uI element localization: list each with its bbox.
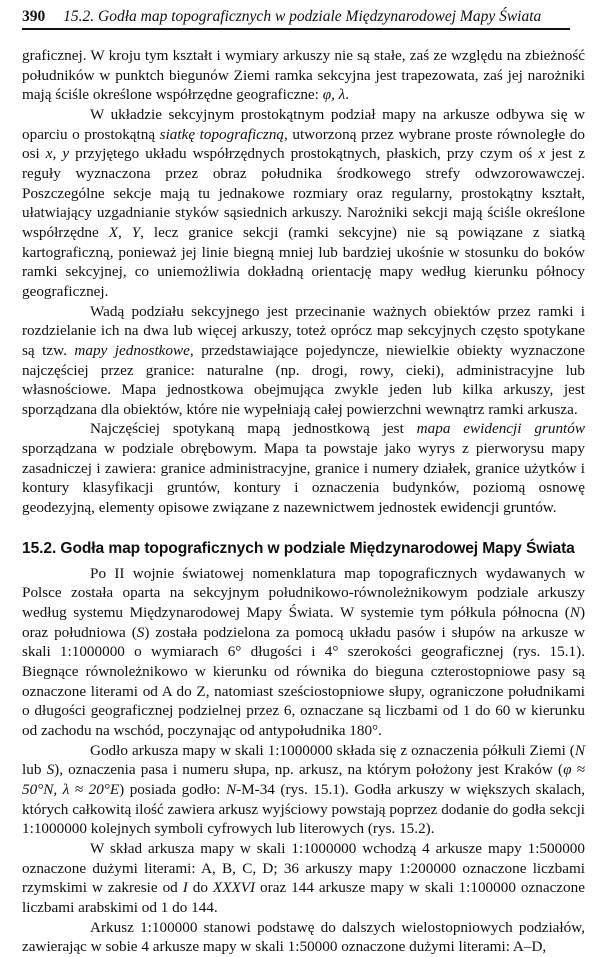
text-run: graficznej. W kroju tym kształt i wymiary arkuszy nie są stałe, zaś ze względu na zbieżność południków w punktch biegunów Ziemi ramka sekcyjna jest trapezowata, zaś jej narożniki mają ściśle określone współrzędne geograficzne:	[22, 47, 585, 104]
text-run: przyjętego układu współrzędnych prostokątnych, płaskich, przy czym oś	[69, 145, 539, 163]
text-run: Po II wojnie światowej nomenklatura map topograficznych wydawanych w Polsce została oparta na sekcyjnym południkowo-równoleżnikowym podziale arkuszy według systemu Międzynarodowej Mapy Świata. W systemie tym półkula północna (	[22, 564, 585, 622]
text-run: W skład arkusza mapy w skali 1:1000000 wchodzą 4 arkusze mapy 1:500000 oznaczone dużymi literami: A, B, C, D; 36 arkuszy mapy 1:200000 oznaczone liczbami rzymskimi w zakresie od	[22, 839, 585, 897]
text-run: ) oraz południowa (	[22, 604, 585, 641]
text-run: ) posiada godło:	[119, 780, 226, 798]
italic-text: N	[574, 741, 585, 759]
page-body	[22, 46, 585, 957]
running-header	[22, 8, 570, 30]
italic-text: X, Y	[108, 223, 141, 241]
italic-text: S	[136, 623, 145, 641]
text-run: ), oznaczenia pasa i numeru słupa, np. arkusz, na którym położony jest Kraków (	[54, 761, 564, 779]
paragraph	[22, 741, 585, 839]
text-run: ) została podzielona za pomocą układu pasów i słupów na arkusze w skali 1:1000000 o wymiarach 6° długości i 4° szerokości geograficznej (rys. 15.1). Biegnące równoleżnikowo w kierunku od równika do bieguna czterostopniowe pasy są oznaczone literami od A do Z, natomiast sześciostopniowe słupy, ograniczone południkami o długości geograficznej podzielnej przez 6, oznaczane są liczbami od 1 do 60 w kierunku od zachodu na wschód, poczynając od antypołudnika 180°.	[22, 623, 585, 739]
italic-text: φ ≈ 50°N, λ ≈ 20°E	[22, 761, 585, 798]
running-title: 15.2. Godła map topograficznych w podziale Międzynarodowej Mapy Świata	[63, 8, 542, 25]
page-number: 390	[22, 8, 46, 25]
text-run: lub	[22, 761, 47, 779]
paragraph	[22, 302, 585, 420]
italic-text: N	[225, 780, 237, 798]
text-run: , przedstawiające pojedyncze, niewielkie obiekty wyznaczone najczęściej przez granice: naturalne (np. drogi, rowy, cieki), administracyjne lub własnościowe. Mapa jednostkowa obejmująca zwykle jeden lub kilka arkuszy, jest sporządzana dla obiektów, które nie wypełniają całej powierzchni wewnątrz ramki arkusza.	[22, 341, 585, 418]
paragraph	[22, 918, 585, 957]
italic-text: φ, λ	[322, 86, 346, 104]
section-paragraphs	[22, 564, 585, 957]
italic-text: S	[46, 761, 55, 779]
text-run: , utworzoną przez wybrane proste równoległe do osi	[22, 125, 586, 163]
paragraph	[22, 839, 585, 918]
text-run: W układzie sekcyjnym prostokątnym podział mapy na arkusze odbywa się w oparciu o prostokątną	[22, 105, 585, 143]
italic-text: mapa ewidencji gruntów	[416, 420, 585, 438]
paragraph	[22, 419, 585, 517]
text-run: -M-34 (rys. 15.1). Godła arkuszy w większych skalach, których całkowitą ilość zawiera arkusz wyjściowy powstają poprzez dodanie do godła sekcji 1:1000000 kolejnych symboli cyfrowych lub literowych (rys. 15.2).	[22, 780, 586, 838]
italic-text: XXXVI	[212, 879, 256, 897]
text-run: .	[345, 86, 350, 104]
italic-text: siatkę topograficzną	[159, 125, 285, 143]
text-run: sporządzana w podziale obrębowym. Mapa ta powstaje jako wyrys z pierworysu mapy zasadniczej i zawiera: granice administracyjne, granice i numery działek, granice użytków i kontury klasyfikacji gruntów, kontury i oznaczenia budynków, poziomą osnowę geodezyjną, elementy opisowe związane z nazewnictwem jednostek ewidencji gruntów.	[22, 440, 585, 517]
italic-text: x, y	[45, 145, 70, 163]
text-run: jest z reguły wyznaczona przez obraz południka środkowego strefy odwzorowawczej. Poszczególne sekcje mają tu jednakowe rozmiary oraz regularny, prostokątny kształt, ułatwiający uzgadnianie styków sąsiednich arkuszy. Narożniki sekcji mają ściśle określone współrzędne	[22, 145, 585, 241]
text-run: oraz 144 arkusze mapy w skali 1:100000 oznaczone liczbami arabskimi od 1 do 144.	[22, 879, 585, 916]
intro-paragraphs	[22, 46, 585, 518]
italic-text: mapy jednostkowe	[74, 341, 190, 359]
text-run: Arkusz 1:100000 stanowi podstawę do dalszych wielostopniowych podziałów, zawierając w sobie 4 arkusze mapy w skali 1:50000 oznaczone dużymi literami: A–D,	[22, 918, 585, 956]
text-run: , lecz granice sekcji (ramki sekcyjne) nie są powiązane z siatką kartograficzną, ponieważ jej linie biegną mniej lub bardziej ukośnie w stosunku do boków ramki sekcyjnej, co uniemożliwia dokładną orientację mapy według kierunku północy geograficznej.	[22, 223, 585, 300]
text-run: do	[187, 879, 213, 897]
italic-text: I	[182, 879, 188, 897]
section-heading: 15.2. Godła map topograficznych w podziale Międzynarodowej Mapy Świata	[22, 539, 575, 557]
paragraph	[22, 564, 585, 741]
text-run: Godło arkusza mapy w skali 1:1000000 składa się z oznaczenia półkuli Ziemi (	[90, 741, 575, 759]
text-run: Najczęściej spotykaną mapą jednostkową jest	[90, 420, 417, 438]
paragraph	[22, 105, 585, 302]
italic-text: N	[569, 604, 580, 622]
paragraph	[22, 46, 585, 105]
italic-text: x	[538, 145, 546, 163]
text-run: Wadą podziału sekcyjnego jest przecinanie ważnych obiektów przez ramki i rozdzielanie ich na dwa lub więcej arkuszy, toteż oprócz map sekcyjnych często spotykane są tzw.	[22, 302, 585, 359]
